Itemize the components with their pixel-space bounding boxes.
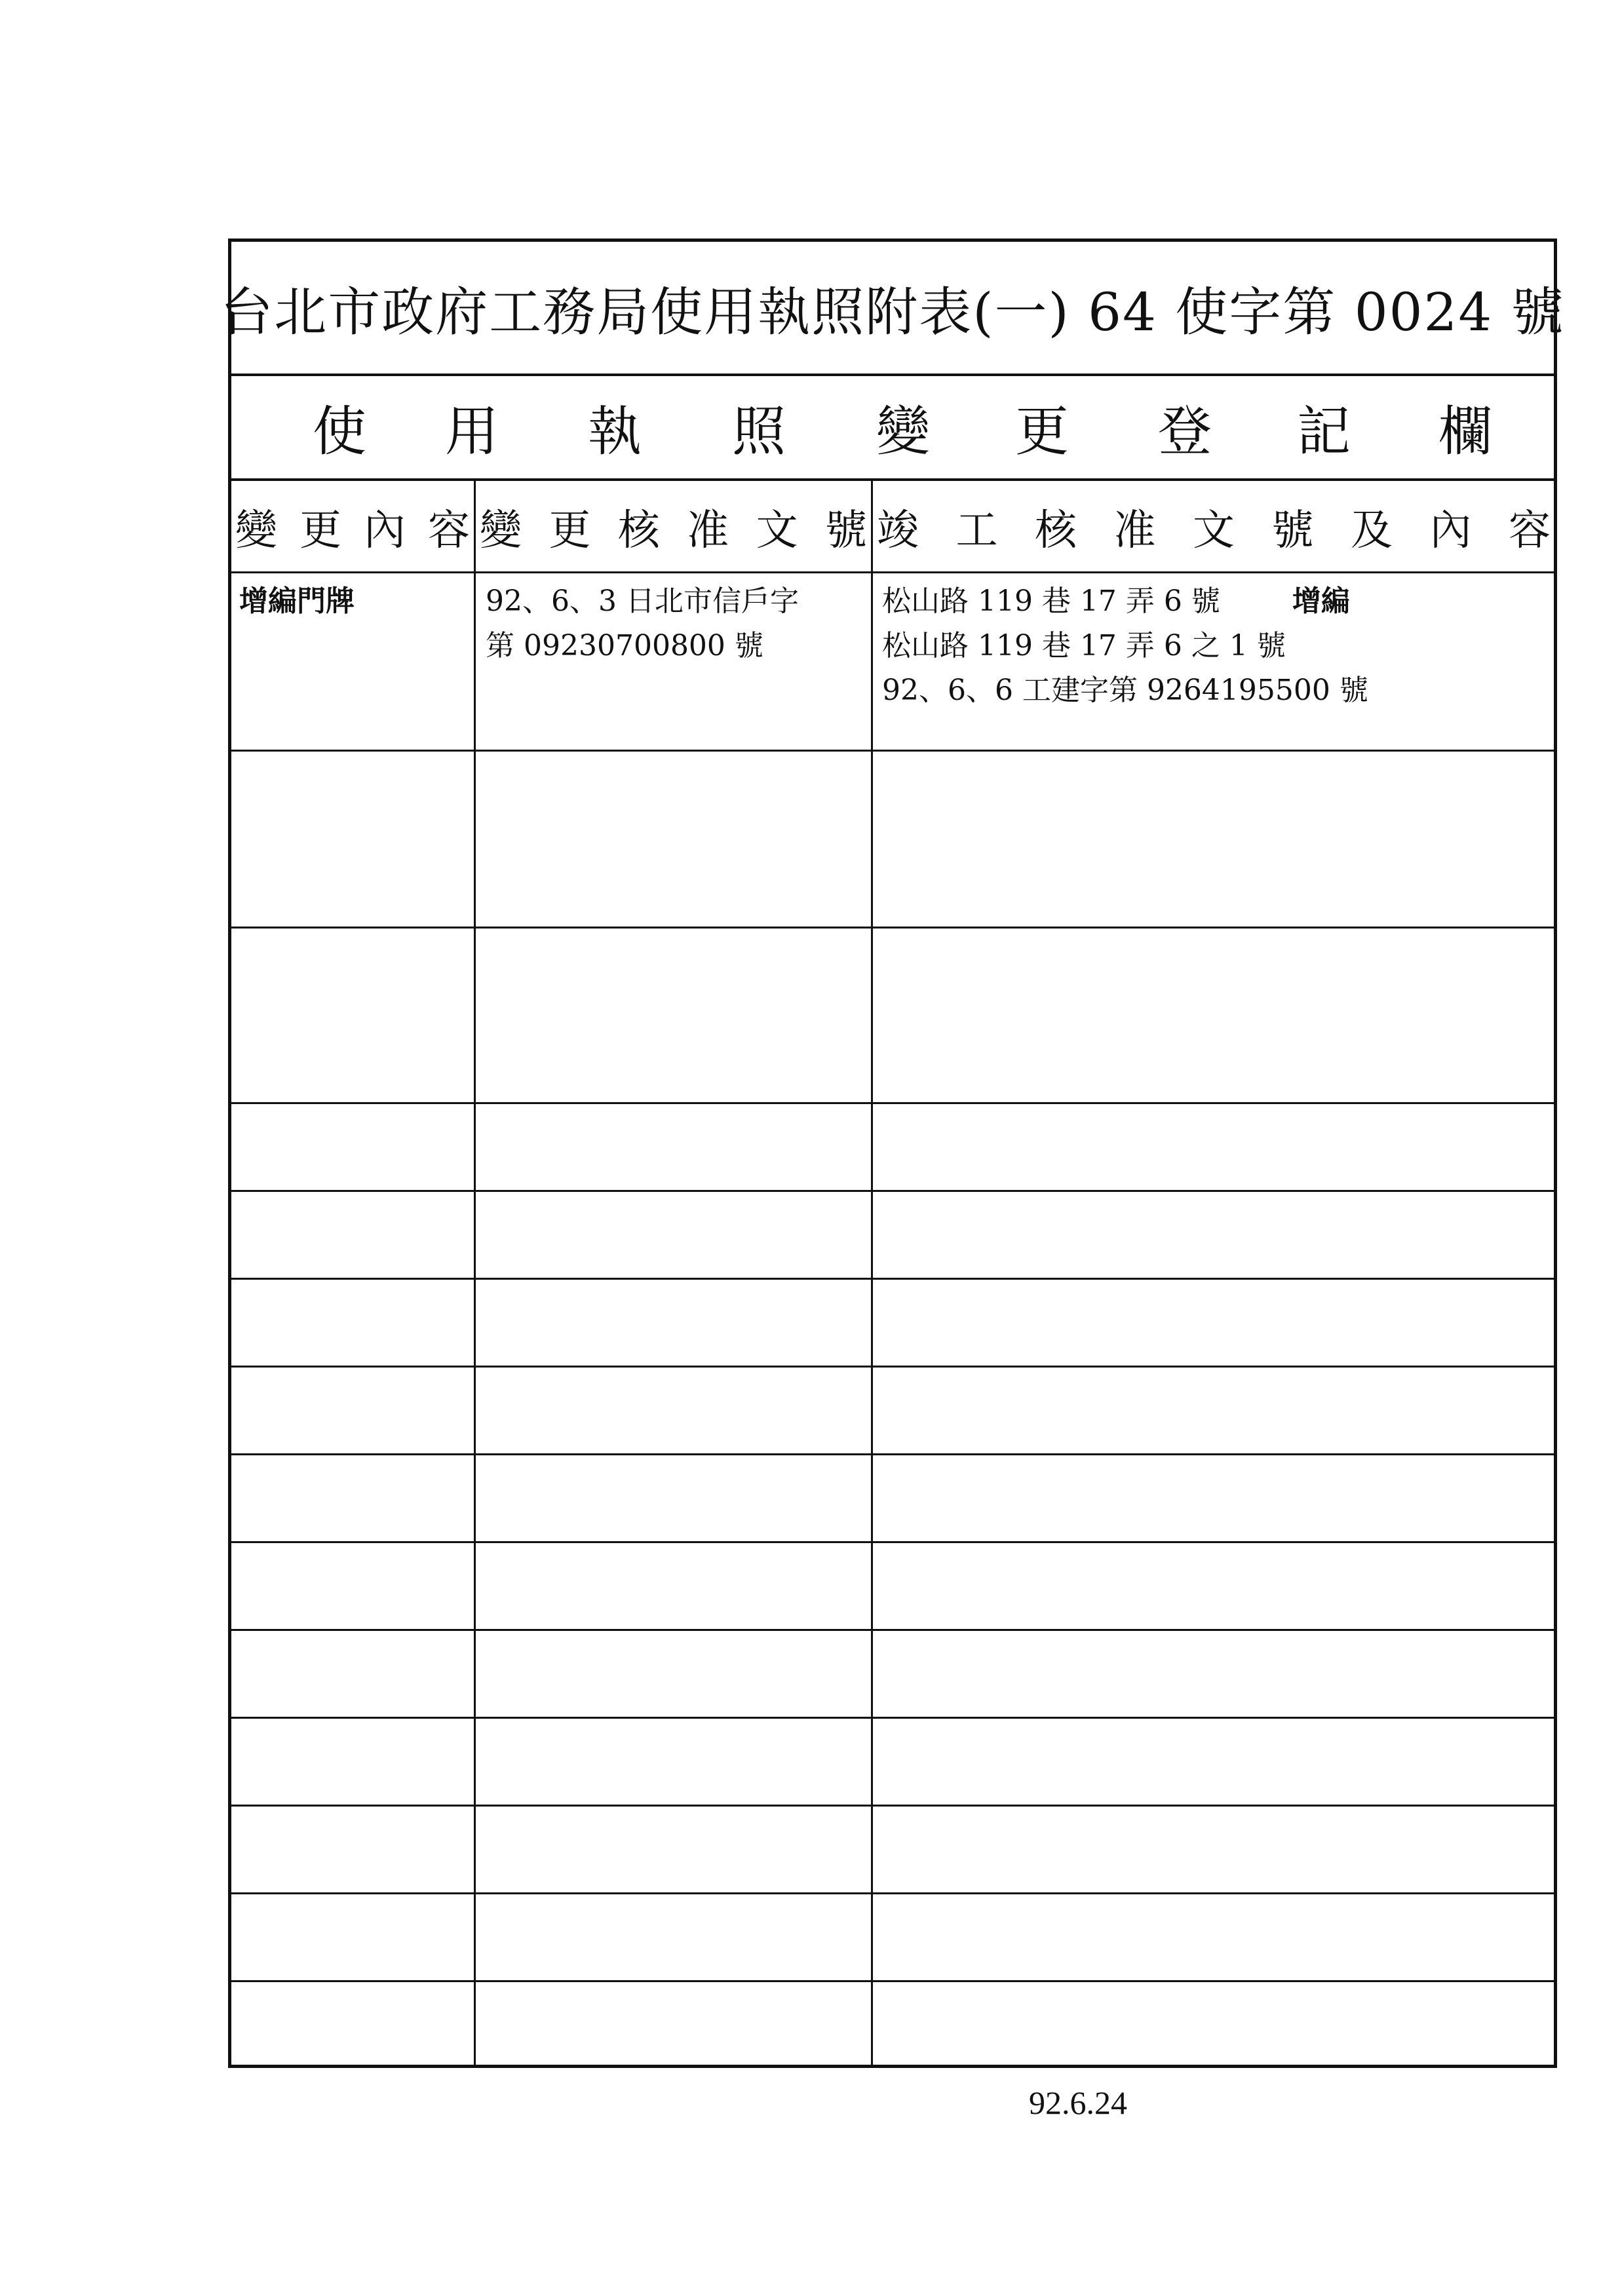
document-frame (220, 239, 1565, 2068)
cell-completion-approval (877, 573, 1554, 750)
row-divider (231, 1278, 1554, 1280)
footer-date: 92.6.24 (1029, 2084, 1127, 2121)
cell-approval-number (480, 573, 871, 750)
header-approval-number: 變 更 核 准 文 號 (480, 507, 867, 555)
section-heading-char: 執 (587, 400, 642, 463)
column-divider (871, 481, 873, 2065)
row-divider (231, 1805, 1554, 1807)
header-change-content: 變 更 內 容 (235, 507, 470, 555)
section-heading-char: 變 (876, 400, 931, 463)
row-divider (231, 1980, 1554, 1982)
section-heading-char: 用 (444, 400, 499, 463)
document-title: 台北市政府工務局使用執照附表(一) 64 使字第 0024 號 (231, 242, 1554, 376)
section-heading-char: 更 (1014, 400, 1070, 463)
row-divider (231, 1717, 1554, 1719)
added-tag: 增編 (1292, 584, 1350, 618)
header-completion-approval: 竣 工 核 准 文 號 及 內 容 (877, 507, 1551, 555)
section-heading-char: 照 (731, 400, 786, 463)
approval-line: 第 09230700800 號 (486, 629, 763, 662)
completion-line: 松山路 119 巷 17 弄 6 號 增編 (882, 584, 1350, 618)
row-divider (231, 1892, 1554, 1894)
row-divider (231, 1629, 1554, 1631)
row-divider (231, 1453, 1554, 1455)
row-divider (231, 927, 1554, 928)
section-heading-char: 記 (1296, 400, 1351, 463)
row-divider (231, 1102, 1554, 1104)
change-register-table (231, 481, 1554, 2065)
row-divider (231, 1190, 1554, 1192)
section-heading-char: 使 (312, 400, 367, 463)
completion-line: 松山路 119 巷 17 弄 6 之 1 號 (882, 629, 1286, 662)
section-heading-char: 登 (1157, 400, 1212, 463)
row-divider (231, 1541, 1554, 1543)
section-heading (231, 376, 1554, 481)
approval-line: 92、6、3 日北市信戶字 (486, 584, 799, 618)
cell-change-content: 增編門牌 (239, 584, 355, 618)
column-divider (474, 481, 476, 2065)
row-divider (231, 1366, 1554, 1368)
row-divider (231, 750, 1554, 752)
section-heading-char: 欄 (1438, 400, 1493, 463)
completion-line: 92、6、6 工建字第 9264195500 號 (882, 674, 1368, 707)
